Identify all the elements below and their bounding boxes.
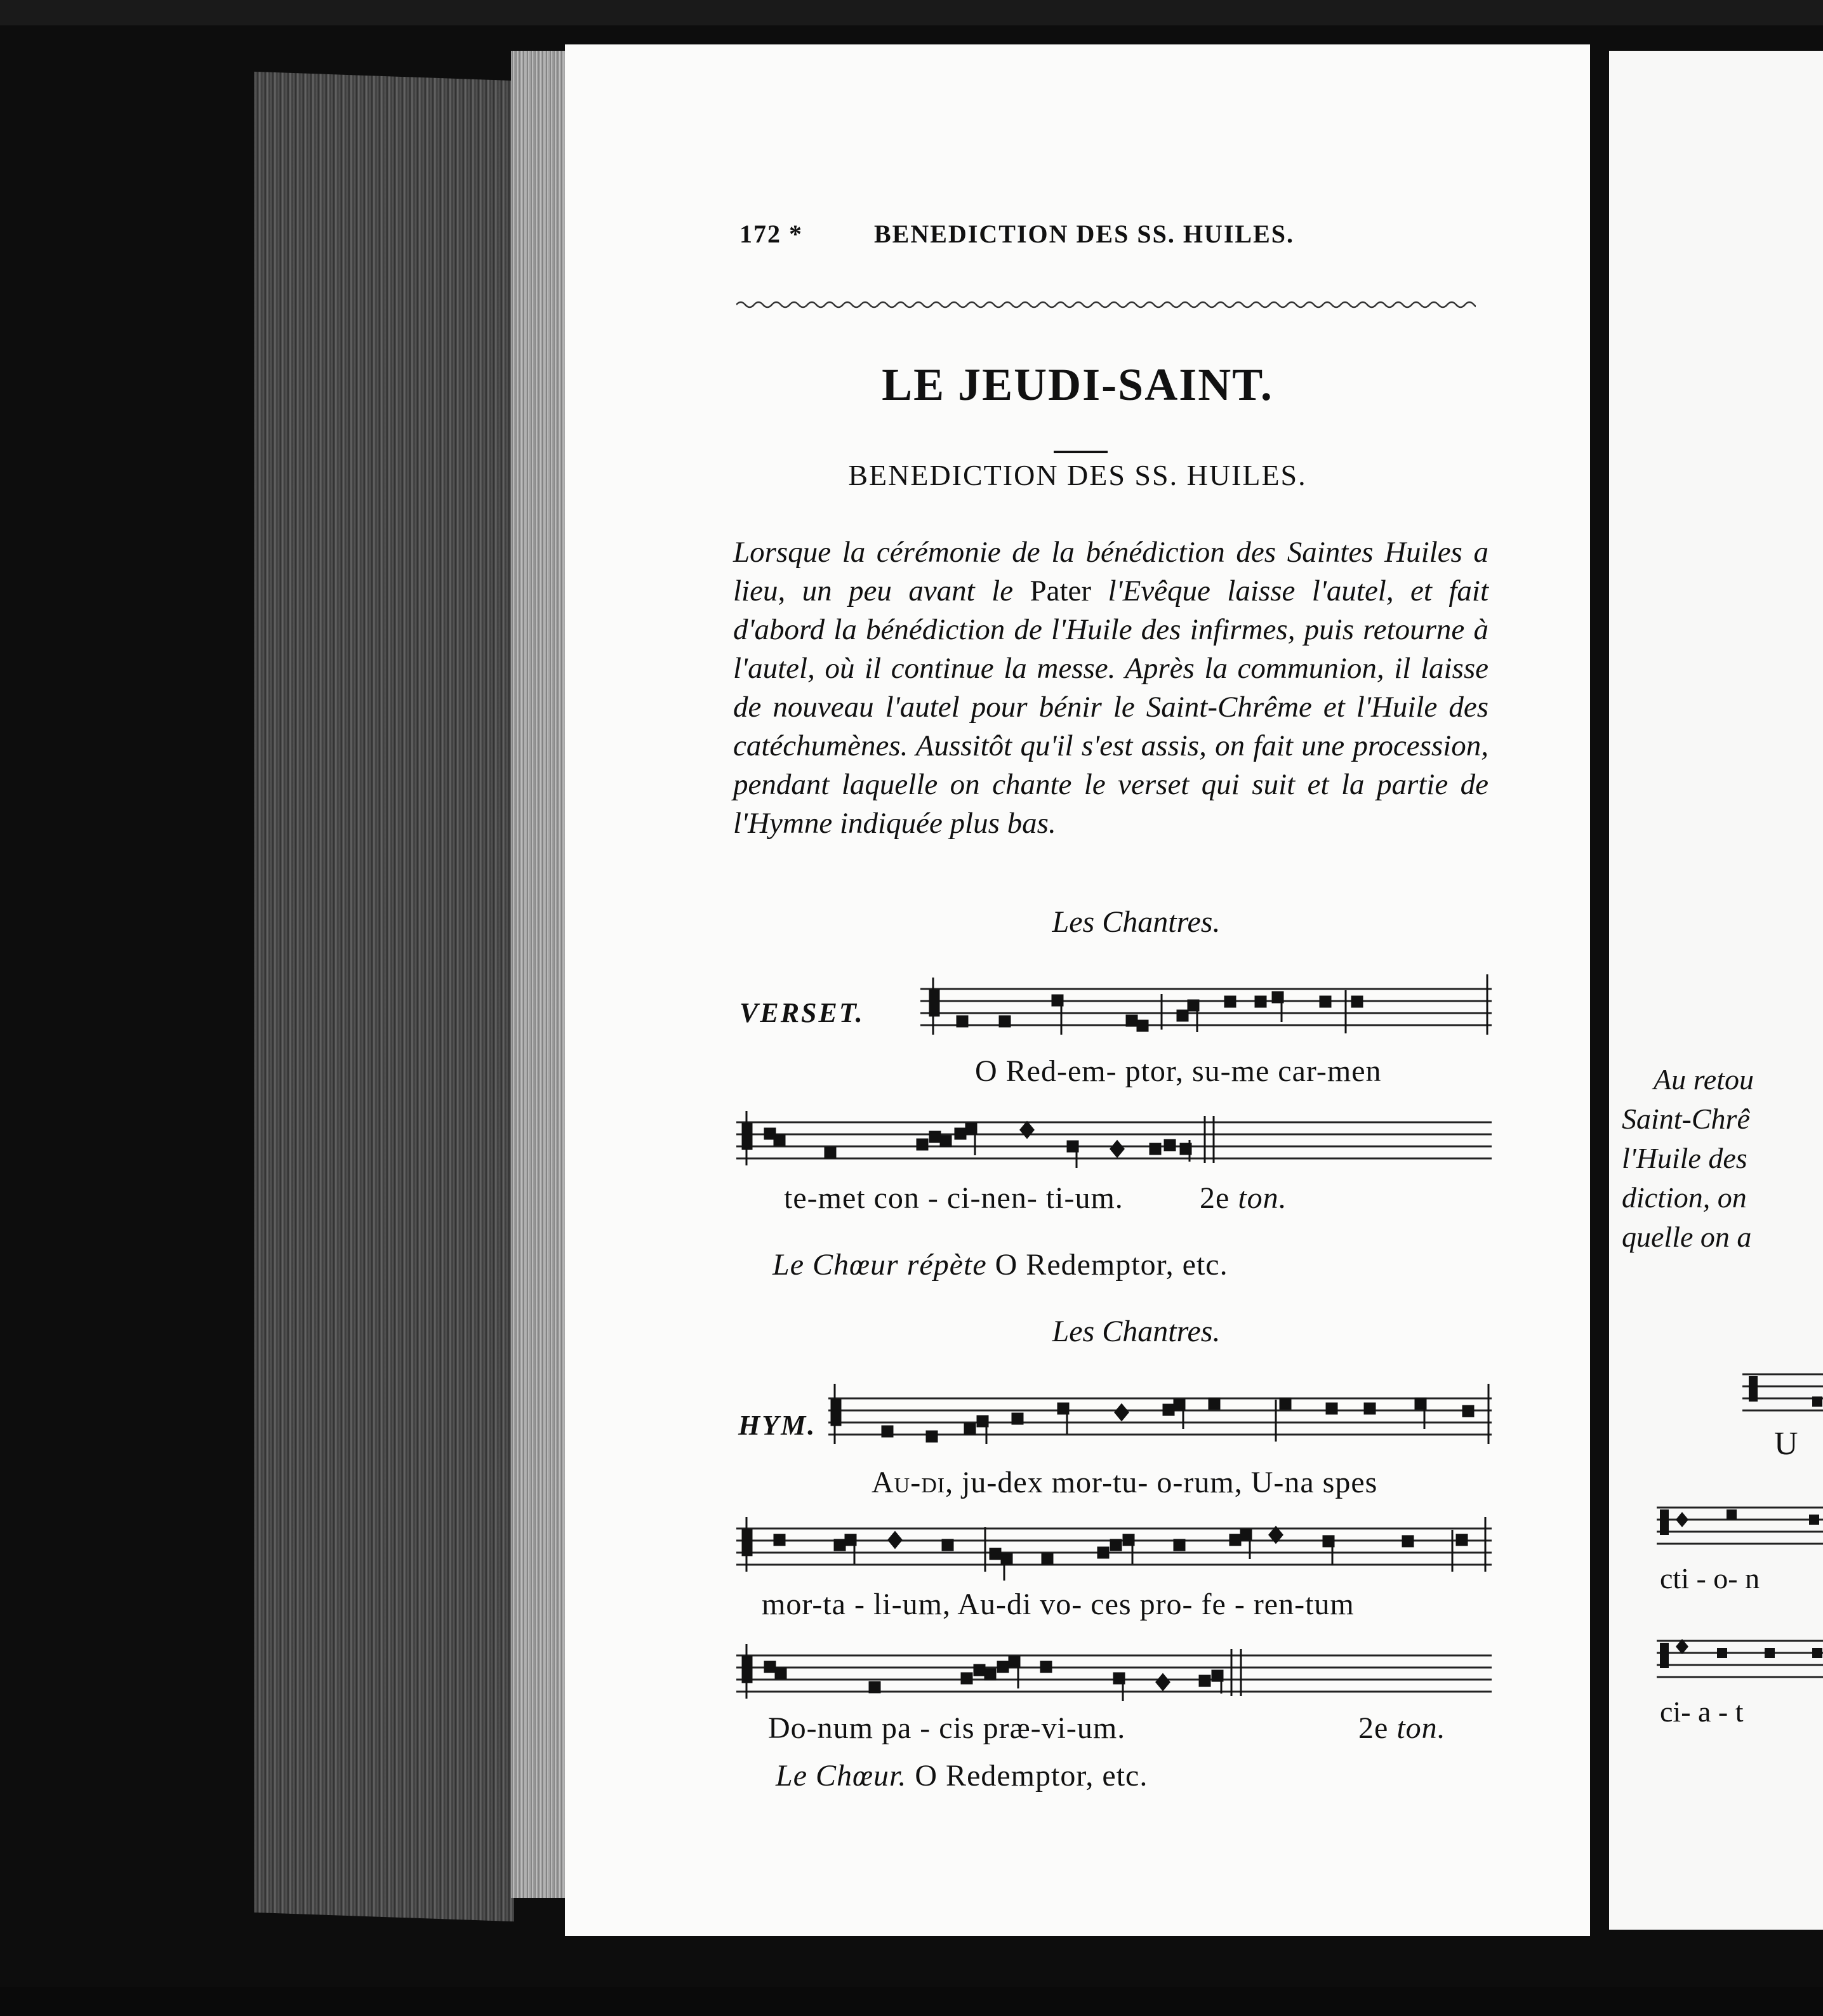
- hymn-lyrics-3: Do-num pa - cis præ-vi-um.: [768, 1711, 1126, 1745]
- choeur-2-roman: O Redemptor, etc.: [915, 1759, 1148, 1793]
- verset-tone: [1200, 1181, 1287, 1216]
- right-line-5: quelle on a: [1622, 1221, 1752, 1253]
- section-subtitle: BENEDICTION DES SS. HUILES.: [848, 459, 1307, 491]
- right-lyric-1: U: [1774, 1426, 1798, 1462]
- right-line-4: diction, on: [1622, 1181, 1747, 1214]
- right-line-1: Au retou: [1654, 1063, 1754, 1096]
- book-spine: [254, 72, 514, 1921]
- rubric-part-1: Lorsque la cérémonie de la bénédiction des Saintes Huiles a lieu, un peu avant le: [733, 536, 1488, 607]
- choeur-2-italic: Le Chœur.: [776, 1759, 907, 1793]
- hymn-lyrics-1: [872, 1465, 1377, 1500]
- right-staff-1: [1742, 1358, 1823, 1422]
- hymn-di: di,: [921, 1466, 954, 1499]
- rubric-paragraph: [733, 533, 1488, 843]
- hymn-au: Au-: [872, 1466, 922, 1499]
- verset-tone-number: 2e: [1200, 1181, 1230, 1215]
- right-line-2: Saint-Chrê: [1622, 1103, 1750, 1135]
- right-page-text: [1622, 1060, 1754, 1257]
- rubric-pater: Pater: [1030, 574, 1092, 607]
- running-head: [739, 219, 1294, 249]
- right-page-fragment: [1609, 51, 1823, 1930]
- hymn-tone: [1358, 1711, 1446, 1746]
- page-number: 172 *: [739, 220, 803, 248]
- hymn-label: HYM.: [738, 1410, 817, 1441]
- right-lyric-3: ci- a - t: [1660, 1695, 1744, 1728]
- title-rule: [1054, 451, 1108, 453]
- verset-label: VERSET.: [739, 997, 865, 1028]
- wavy-rule: [736, 295, 1476, 314]
- page-edges: [511, 51, 571, 1898]
- verset-staff-1: [920, 971, 1492, 1041]
- left-page: [565, 44, 1590, 1936]
- scan-top-border: [0, 0, 1823, 25]
- right-line-3: l'Huile des: [1622, 1142, 1747, 1174]
- rubric-part-2: l'Evêque laisse l'autel, et fait d'abord la bénédiction de l'Huile des infirmes, puis retourne à l'autel, où il continue la messe. Après la communion, il laisse de nouveau l'autel pour bénir le Saint-Chrême et l'Huile des catéchumènes. Aussitôt qu'il s'est assis, on fait une procession, pendant laquelle on chante le verset qui suit et la partie de l'Hymne indiquée plus bas.: [733, 574, 1489, 840]
- right-staff-3: [1657, 1625, 1823, 1688]
- verset-staff-2: [736, 1104, 1492, 1174]
- hymn-staff-3: [736, 1638, 1492, 1708]
- verset-lyrics-1: O Red-em- ptor, su-me car-men: [975, 1054, 1382, 1088]
- chantres-label-2: Les Chantres.: [1052, 1315, 1221, 1348]
- choeur-1-roman: O Redemptor, etc.: [995, 1248, 1228, 1282]
- choeur-1-italic: Le Chœur répète: [772, 1248, 987, 1282]
- choeur-line-2: [776, 1758, 1148, 1793]
- hymn-lyrics-2: mor-ta - li-um, Au-di vo- ces pro- fe - ren-tum: [762, 1588, 1355, 1621]
- choeur-line-1: [772, 1247, 1228, 1282]
- verset-tone-word: ton.: [1238, 1181, 1287, 1215]
- hymn-staff-1: [828, 1381, 1492, 1450]
- hymn-tone-number: 2e: [1358, 1711, 1389, 1745]
- running-title: BENEDICTION DES SS. HUILES.: [874, 220, 1294, 248]
- page-title: LE JEUDI-SAINT.: [882, 359, 1273, 410]
- right-staff-2: [1657, 1492, 1823, 1555]
- hymn-rest: ju-dex mor-tu- o-rum, U-na spes: [953, 1466, 1378, 1499]
- verset-lyrics-2: te-met con - ci-nen- ti-um.: [784, 1181, 1124, 1215]
- hymn-staff-2: [736, 1511, 1492, 1581]
- hymn-tone-word: ton.: [1396, 1711, 1446, 1745]
- scan-bottom-border: [0, 1987, 1823, 2016]
- right-lyric-2: cti - o- n: [1660, 1562, 1760, 1595]
- chantres-label-1: Les Chantres.: [1052, 905, 1221, 939]
